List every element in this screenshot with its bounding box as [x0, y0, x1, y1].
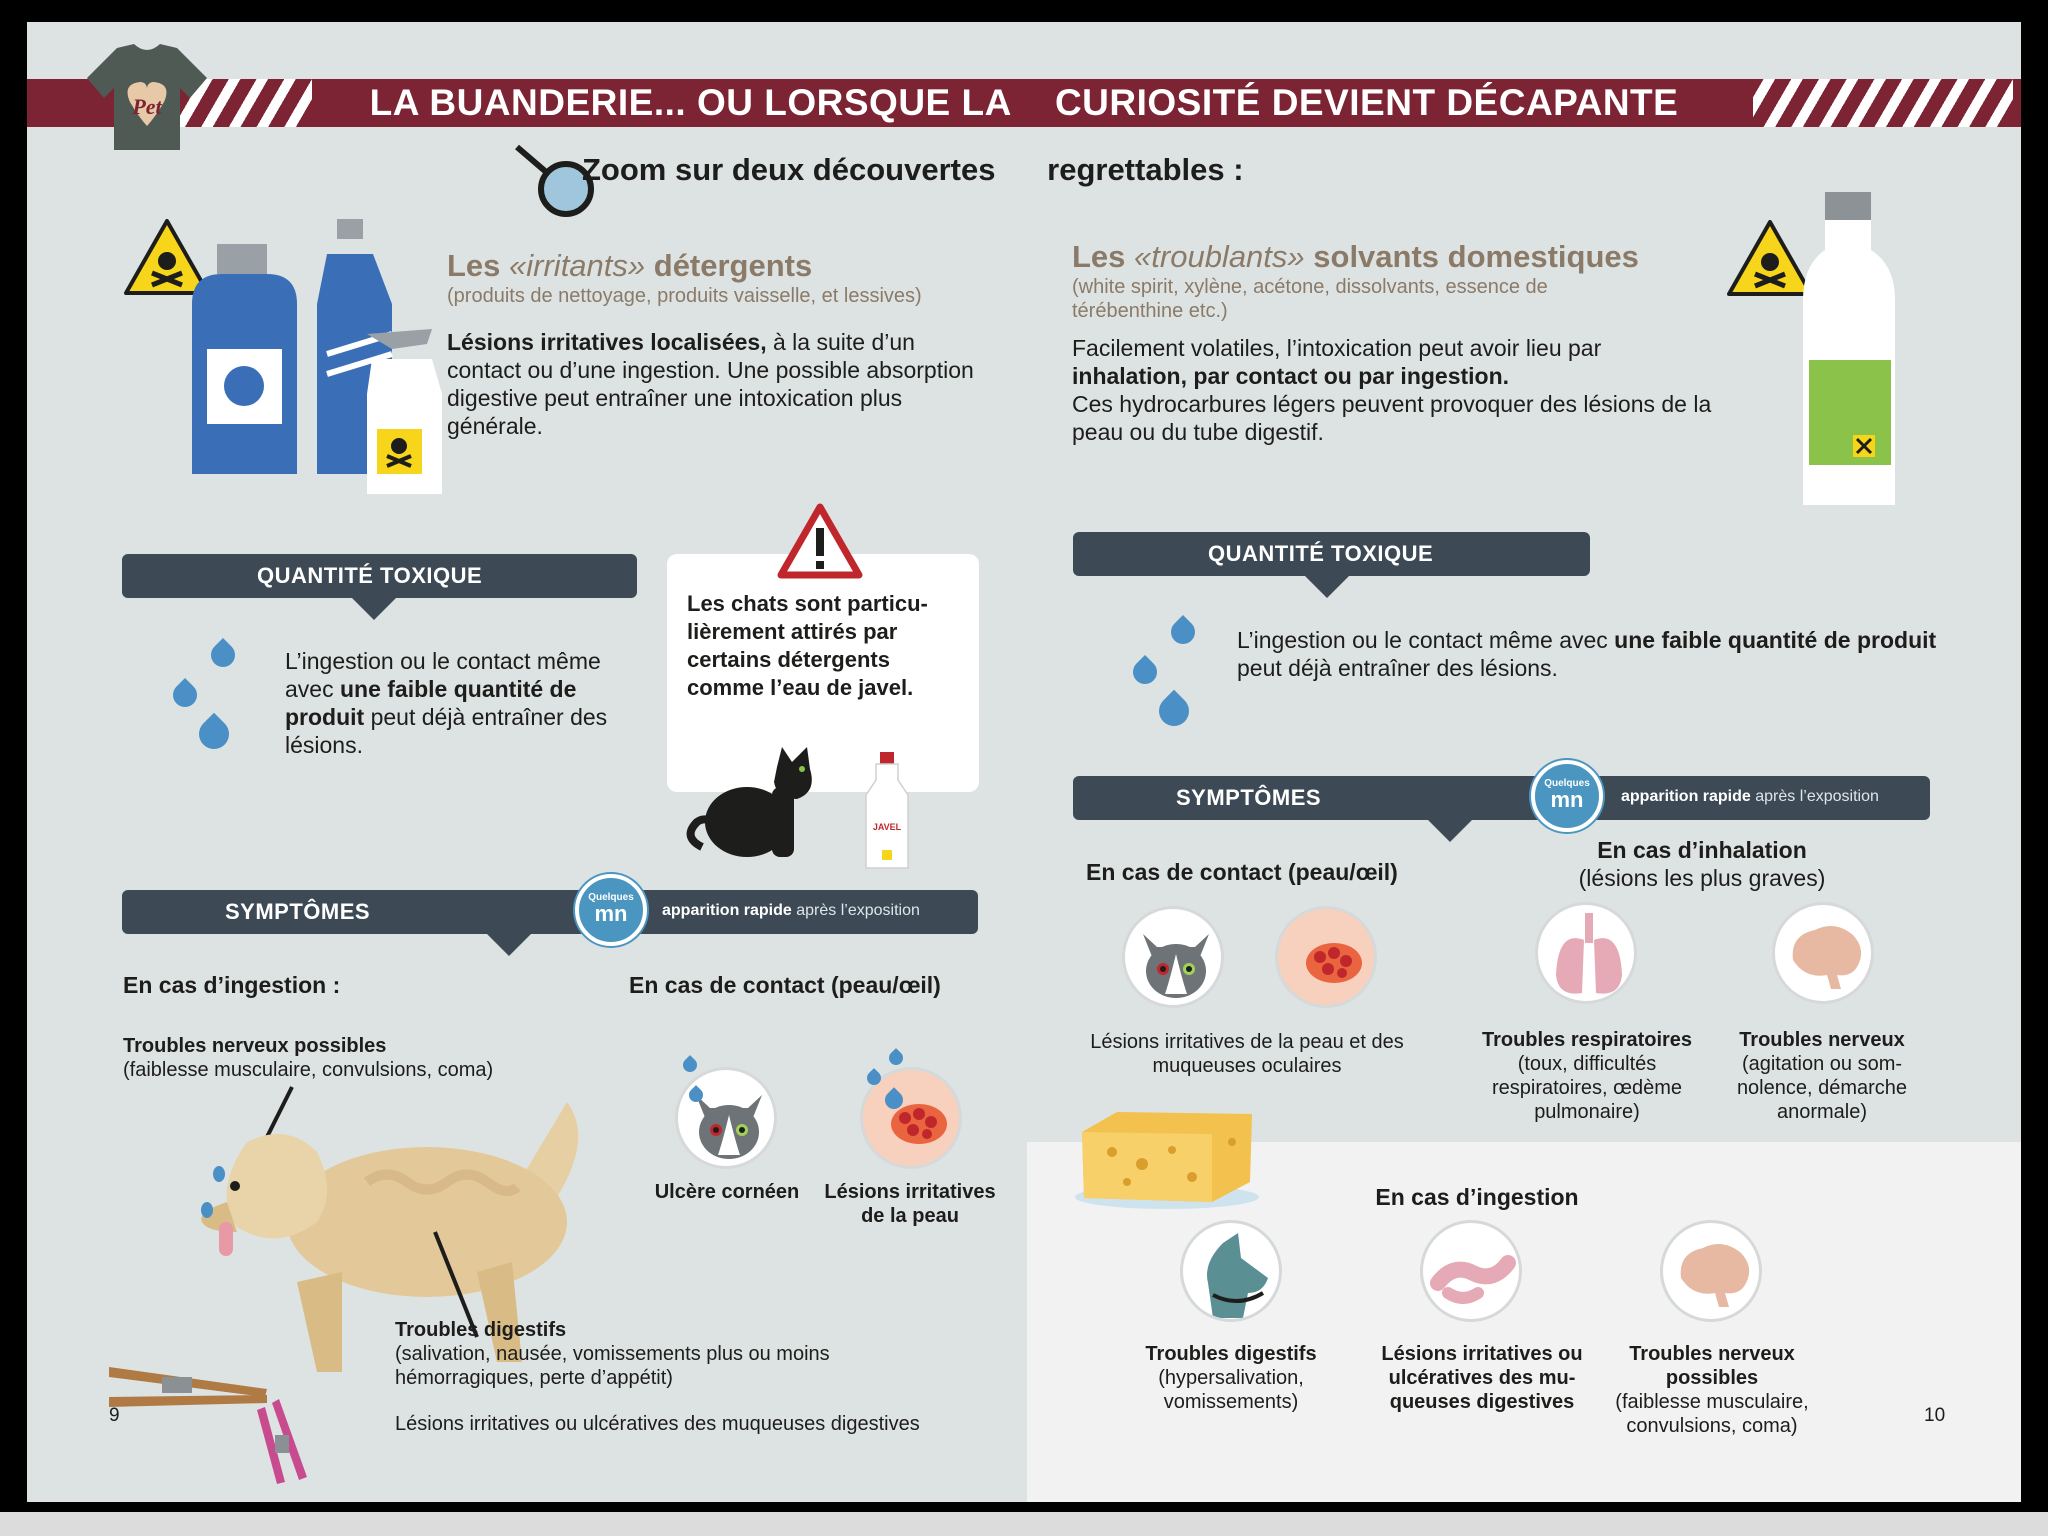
left-page-number: 9: [109, 1405, 120, 1426]
clothespin-icon: [107, 1347, 307, 1497]
dig-desc: (hypersalivation, vomissements): [1158, 1367, 1304, 1413]
right-inhalation-sub: (lésions les plus graves): [1578, 865, 1826, 891]
nerv-desc: (agitation ou som-nolence, démarche anormale): [1736, 1053, 1908, 1123]
right-toxic-bar: QUANTITÉ TOXIQUE: [1073, 532, 1590, 576]
intestine-icon: [1420, 1220, 1522, 1322]
detergent-bottles-icon: [177, 194, 447, 499]
cat-warning-text: Les chats sont particu-lièrement attirés par certains détergents comme l’eau de javel.: [687, 591, 928, 700]
left-toxic-text: L’ingestion ou le contact même avec une faible quantité de produit peut déjà entraîner des lésions.: [285, 648, 608, 758]
left-ingestion-title: En cas d’ingestion :: [123, 972, 341, 998]
right-page-number: 10: [1924, 1405, 1946, 1426]
nerv2-title: Troubles nerveux possibles: [1629, 1343, 1795, 1389]
javel-bottle-icon: [862, 750, 912, 870]
cat-face-icon: [1122, 906, 1224, 1008]
left-heading: Les «irritants» détergents: [447, 248, 813, 283]
resp-title: Troubles respiratoires: [1481, 1029, 1693, 1051]
right-contact-title: En cas de contact (peau/œil): [1086, 859, 1398, 885]
skin-lesion-icon: [1275, 906, 1377, 1008]
zoom-heading: Zoom sur deux découvertes regrettables :: [582, 152, 1244, 187]
warning-triangle-icon: [777, 502, 863, 580]
right-heading: Les «troublants» solvants domestiques: [1072, 239, 1639, 274]
left-nervous-title: Troubles nerveux possibles: [123, 1035, 387, 1057]
left-contact-title: En cas de contact (peau/œil): [629, 972, 941, 998]
right-symptoms-bar: SYMPTÔMES apparition rapide après l’exposition: [1073, 776, 1930, 820]
left-digestive-title: Troubles digestifs: [395, 1319, 567, 1341]
clock-icon: Quelques mn: [575, 874, 647, 946]
drops-icon: [677, 1052, 707, 1112]
svg-text:JAVEL: JAVEL: [872, 822, 902, 832]
page-title: LA BUANDERIE... OU LORSQUE LA CURIOSITÉ DEVIENT DÉCAPANTE: [369, 82, 1679, 123]
sponge-icon: [1072, 1102, 1262, 1212]
right-subheading: (white spirit, xylène, acétone, dissolvants, essence de térébenthine etc.): [1072, 276, 1548, 322]
clock-icon: Quelques mn: [1531, 760, 1603, 832]
brain-icon: [1660, 1220, 1762, 1322]
ulcer-label: Ulcère cornéen: [654, 1181, 800, 1203]
right-contact-desc: Lésions irritatives de la peau et des muqueuses oculaires: [1090, 1031, 1404, 1077]
right-inhalation-title: En cas d’inhalation: [1597, 837, 1807, 863]
left-description: Lésions irritatives localisées, à la suite d’un contact ou d’une ingestion. Une possible absorption digestive peut entraîner une intoxication plus générale.: [447, 329, 974, 439]
lungs-icon: [1535, 902, 1637, 1004]
right-toxic-text: L’ingestion ou le contact même avec une faible quantité de produit peut déjà entraîner des lésions.: [1237, 627, 1937, 681]
right-ingestion-title: En cas d’ingestion: [1375, 1184, 1579, 1210]
muq-title: Lésions irritatives ou ulcératives des mu-queuses digestives: [1381, 1343, 1583, 1413]
skin-label: Lésions irritatives de la peau: [824, 1181, 996, 1227]
brain-icon: [1772, 902, 1874, 1004]
left-symptoms-bar: SYMPTÔMES apparition rapide après l’exposition: [122, 890, 978, 934]
magnifier-icon: [487, 122, 597, 232]
left-digestive-desc: (salivation, nausée, vomissements plus ou moins hémorragiques, perte d’appétit): [395, 1343, 830, 1389]
dig-title: Troubles digestifs: [1145, 1343, 1317, 1365]
left-subheading: (produits de nettoyage, produits vaisselle, et lessives): [447, 285, 922, 307]
nerv2-desc: (faiblesse musculaire, convulsions, coma): [1615, 1391, 1809, 1437]
left-mucosa-text: Lésions irritatives ou ulcératives des muqueuses digestives: [395, 1413, 920, 1435]
bottom-strip: [0, 1512, 2048, 1536]
brochure-spread: [27, 22, 2021, 1502]
dog-head-icon: [1180, 1220, 1282, 1322]
right-description: Facilement volatiles, l’intoxication peut avoir lieu par inhalation, par contact ou par ingestion. Ces hydrocarbures légers peuvent provoquer des lésions de la peau ou du tube digestif.: [1072, 335, 1712, 445]
tshirt-logo-icon: [82, 40, 212, 155]
solvent-bottle-icon: [1795, 190, 1905, 510]
drops-icon: [1127, 614, 1212, 724]
left-nervous-desc: (faiblesse musculaire, convulsions, coma): [123, 1059, 494, 1081]
drops-icon: [167, 637, 252, 747]
cat-icon: [682, 727, 842, 867]
svg-text:Pet: Pet: [132, 94, 162, 119]
resp-desc: (toux, difficultés respiratoires, œdème pulmonaire): [1491, 1053, 1683, 1123]
nerv-title: Troubles nerveux: [1739, 1029, 1905, 1051]
drops-icon: [865, 1047, 905, 1117]
left-toxic-bar: QUANTITÉ TOXIQUE: [122, 554, 637, 598]
